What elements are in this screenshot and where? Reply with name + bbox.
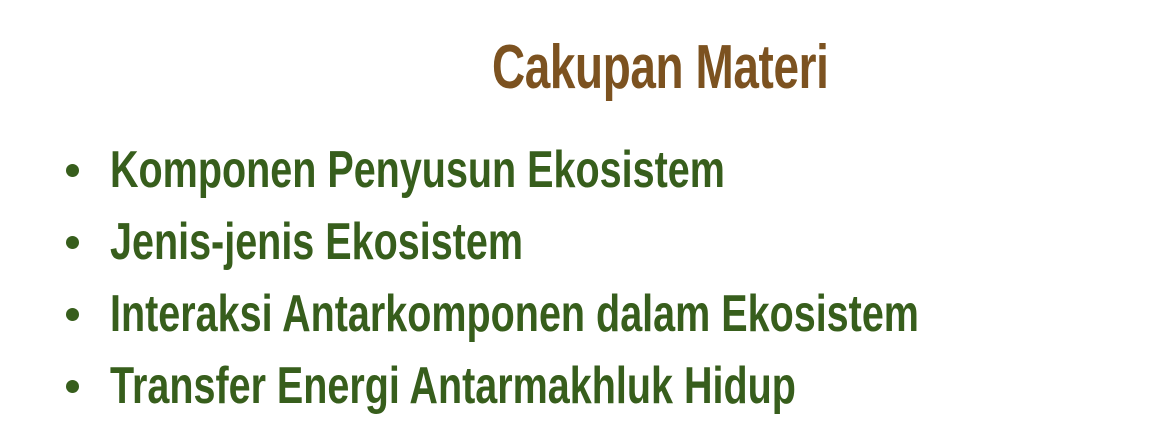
bullet-icon <box>66 308 79 321</box>
topic-label: Komponen Penyusun Ekosistem <box>110 141 725 199</box>
bullet-icon <box>66 164 79 177</box>
topic-label: Jenis-jenis Ekosistem <box>110 213 523 271</box>
topic-label: Interaksi Antarkomponen dalam Ekosistem <box>110 285 919 343</box>
bullet-icon <box>66 380 79 393</box>
topic-label: Transfer Energi Antarmakhluk Hidup <box>110 357 796 415</box>
bullet-icon <box>66 236 79 249</box>
slide-title: Cakupan Materi <box>492 33 829 102</box>
